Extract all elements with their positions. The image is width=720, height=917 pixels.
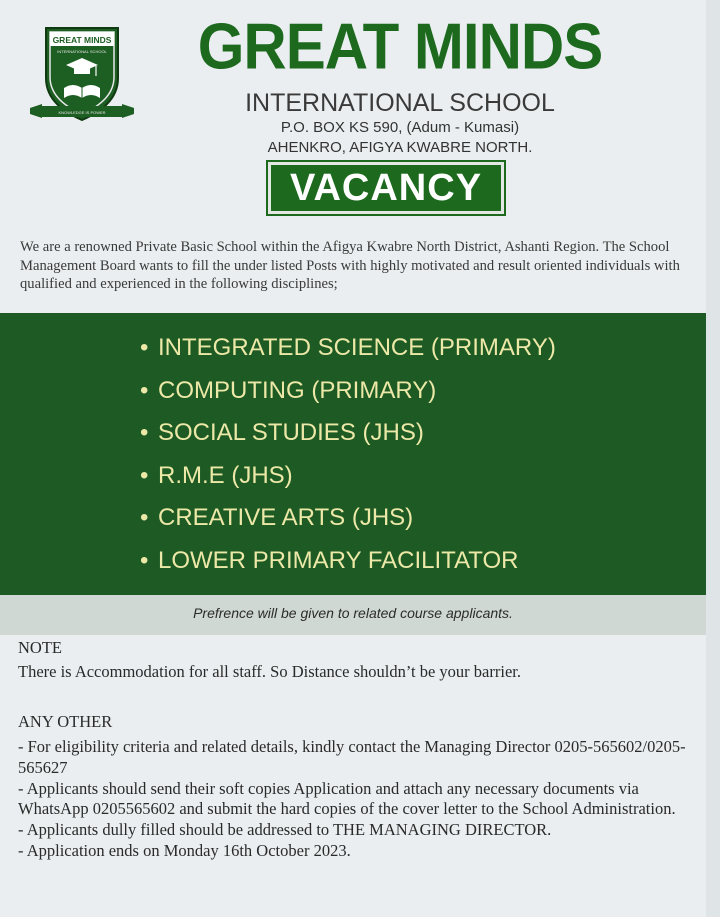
bullet-icon: •: [140, 504, 149, 531]
intro-paragraph: We are a renowned Private Basic School within the Afigya Kwabre North District, Ashanti Region. The School Management Board wants to fill the under listed Posts with highly motivated and result oriented individuals with qualified and experienced in the following disciplines;: [20, 239, 680, 292]
bullet-icon: •: [140, 376, 149, 404]
post-label: COMPUTING (PRIMARY): [158, 376, 437, 404]
post-item: [140, 370, 556, 413]
bullet-icon: •: [140, 546, 149, 574]
any-other-list: [18, 737, 698, 862]
post-label: R.M.E (JHS): [158, 461, 293, 489]
any-other-item: - Applicants dully filled should be addressed to THE MANAGING DIRECTOR.: [18, 820, 552, 840]
vacancy-heading: VACANCY: [268, 162, 504, 214]
bullet-icon: •: [140, 461, 149, 489]
address-line-2: AHENKRO, AFIGYA KWABRE NORTH.: [267, 139, 533, 156]
post-label: CREATIVE ARTS (JHS): [158, 504, 414, 531]
address-line-1: P.O. BOX KS 590, (Adum - Kumasi): [280, 119, 520, 136]
post-item: [140, 497, 556, 540]
post-label: LOWER PRIMARY FACILITATOR: [158, 546, 519, 574]
note-text: There is Accommodation for all staff. So Distance shouldn’t be your barrier.: [18, 662, 521, 681]
preference-note: Prefrence will be given to related course applicants.: [193, 605, 513, 621]
bullet-icon: •: [140, 419, 149, 446]
school-crest-logo: [28, 22, 136, 126]
any-other-item: - Applicants should send their soft copies Application and attach any necessary documents via WhatsApp 0205565602 and submit the hard copies of the cover letter to the School Administration.: [18, 778, 676, 819]
svg-text:GREAT MINDS: GREAT MINDS: [52, 35, 112, 45]
bullet-icon: •: [140, 334, 149, 361]
post-item: [140, 540, 556, 583]
any-other-item: - Application ends on Monday 16th October 2023.: [18, 840, 351, 860]
post-item: [140, 412, 556, 455]
post-item: [140, 327, 556, 370]
post-label: INTEGRATED SCIENCE (PRIMARY): [158, 334, 556, 361]
any-other-heading: ANY OTHER: [18, 712, 113, 731]
svg-text:INTERNATIONAL SCHOOL: INTERNATIONAL SCHOOL: [57, 49, 107, 54]
post-label: SOCIAL STUDIES (JHS): [158, 419, 424, 446]
school-subtitle: INTERNATIONAL SCHOOL: [245, 89, 555, 117]
posts-list: [140, 327, 556, 582]
post-item: [140, 455, 556, 498]
school-name-title: GREAT MINDS: [197, 10, 603, 83]
page-edge: [706, 0, 720, 917]
any-other-item: - For eligibility criteria and related details, kindly contact the Managing Director 0205-565602/0205-565627: [18, 737, 686, 777]
note-heading: NOTE: [18, 638, 62, 657]
svg-text:KNOWLEDGE IS POWER: KNOWLEDGE IS POWER: [58, 110, 106, 115]
